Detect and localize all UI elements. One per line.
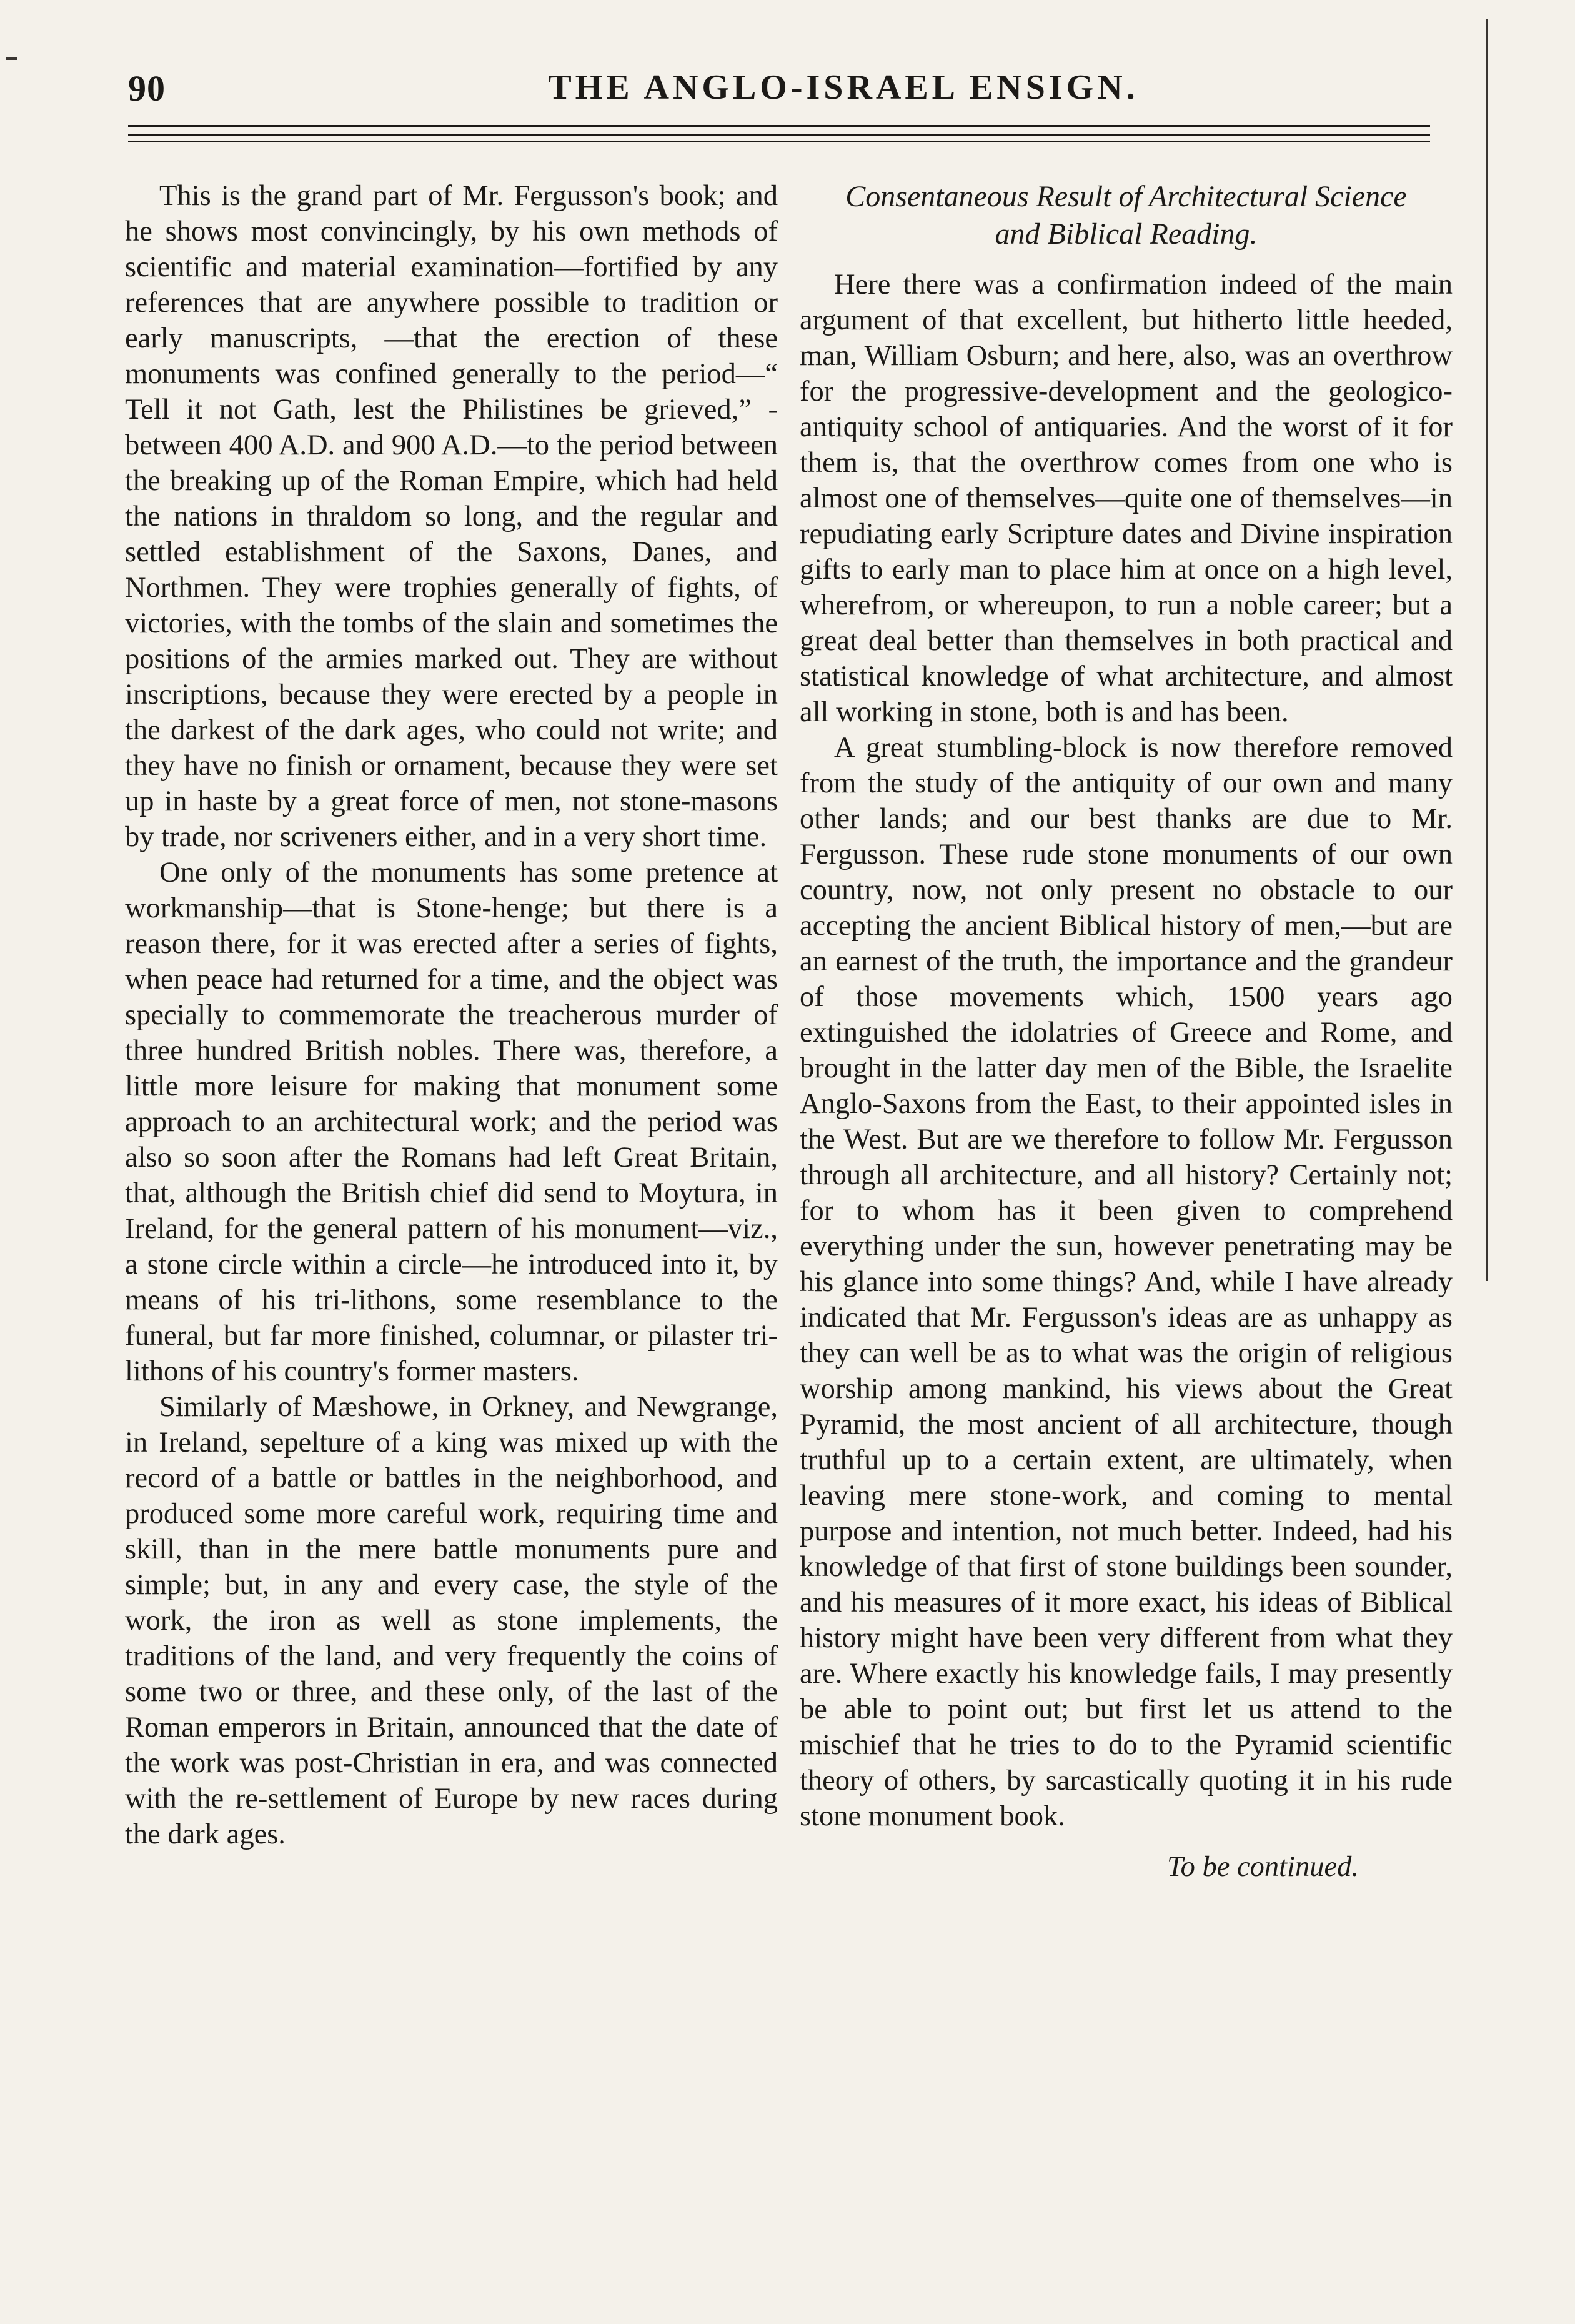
subheading-line: and Biblical Reading. xyxy=(995,217,1258,251)
paragraph: One only of the monuments has some pretence at workmanship—that is Stone-henge; but there is a reason there, for it was erected after a series of fights, when peace had returned for a time, and the object was specially to commemorate the treacherous murder of three hundred British nobles. There was, therefore, a little more leisure for making that monument some approach to an architectural work; and the period was also so soon after the Romans had left Great Britain, that, although the British chief did send to Moytura, in Ireland, for the general pattern of his monument—viz., a stone circle within a circle—he introduced into it, by means of his tri-lithons, some resemblance to the funeral, but far more finished, columnar, or pilaster tri-lithons of his country's former masters. xyxy=(125,857,778,1387)
header-rule xyxy=(128,141,1430,142)
section-subheading xyxy=(800,178,1453,253)
continued-note: To be continued. xyxy=(1167,1851,1359,1883)
paragraph: This is the grand part of Mr. Fergusson's book; and he shows most convincingly, by his own methods of scientific and material examination—fortified by any references that are anywhere possible to tradition or early manuscripts, —that the erection of these monuments was confined generally to the period—“ Tell it not Gath, lest the Philistines be grieved,” -between 400 A.D. and 900 A.D.—to the period between the breaking up of the Roman Empire, which had held the nations in thraldom so long, and the regular and settled establishment of the Saxons, Danes, and Northmen. They were trophies generally of fights, of victories, with the tombs of the slain and sometimes the positions of the armies marked out. They are without inscriptions, because they were erected by a people in the darkest of the dark ages, who could not write; and they have no finish or ornament, because they were set up in haste by a great force of men, not stone-masons by trade, nor scriveners either, and in a very short time. xyxy=(125,180,778,853)
paragraph: Here there was a confirmation indeed of the main argument of that excellent, but hitherto little heeded, man, William Osburn; and here, also, was an overthrow for the progressive-development and the geologico-antiquity school of antiquaries. And the worst of it for them is, that the overthrow comes from one who is almost one of themselves—quite one of themselves—in repudiating early Scripture dates and Divine inspiration gifts to early man to place him at once on a high level, wherefrom, or whereupon, to run a noble career; but a great deal better than themselves in both practical and statistical knowledge of what architecture, and almost all working in stone, both is and has been. xyxy=(800,269,1453,728)
subheading-line: Consentaneous Result of Architectural Science xyxy=(845,180,1407,213)
scan-corner-mark xyxy=(6,57,17,60)
header-rule xyxy=(128,134,1430,136)
left-column xyxy=(125,178,778,1852)
right-column xyxy=(800,178,1453,1885)
scan-edge-mark xyxy=(1486,19,1488,1281)
paragraph: A great stumbling-block is now therefore removed from the study of the antiquity of our own and many other lands; and our best thanks are due to Mr. Fergusson. These rude stone monuments of our own country, now, not only present no obstacle to our accepting the ancient Biblical history of men,—but are an earnest of the truth, the importance and the grandeur of those movements which, 1500 years ago extinguished the idolatries of Greece and Rome, and brought in the latter day men of the Bible, the Israelite Anglo-Saxons from the East, to their appointed isles in the West. But are we therefore to follow Mr. Fergusson through all architecture, and all history? Certainly not; for to whom has it been given to comprehend everything under the sun, however penetrating may be his glance into some things? And, while I have already indicated that Mr. Fergusson's ideas are as unhappy as they can well be as to what was the origin of religious worship among mankind, his views about the Great Pyramid, the most ancient of all architecture, though truthful up to a certain extent, are ultimately, when leaving mere stone-work, and coming to mental purpose and intention, not much better. Indeed, had his knowledge of that first of stone buildings been sounder, and his measures of it more exact, his ideas of Biblical history might have been very different from what they are. Where exactly his knowledge fails, I may presently be able to point out; but first let us attend to the mischief that he tries to do to the Pyramid scientific theory of others, by sarcastically quoting it in his rude stone monument book. xyxy=(800,732,1453,1832)
paragraph: Similarly of Mæshowe, in Orkney, and Newgrange, in Ireland, sepelture of a king was mixed up with the record of a battle or battles in the neighborhood, and produced some more careful work, requiring time and skill, than in the mere battle monuments pure and simple; but, in any and every case, the style of the work, the iron as well as stone implements, the traditions of the land, and very frequently the coins of some two or three, and these only, of the last of the Roman emperors in Britain, announced that the date of the work was post-Christian in era, and was connected with the re-settlement of Europe by new races during the dark ages. xyxy=(125,1391,778,1850)
page-number: 90 xyxy=(128,68,166,109)
running-title: THE ANGLO-ISRAEL ENSIGN. xyxy=(548,68,1139,107)
header-rule xyxy=(128,125,1430,127)
